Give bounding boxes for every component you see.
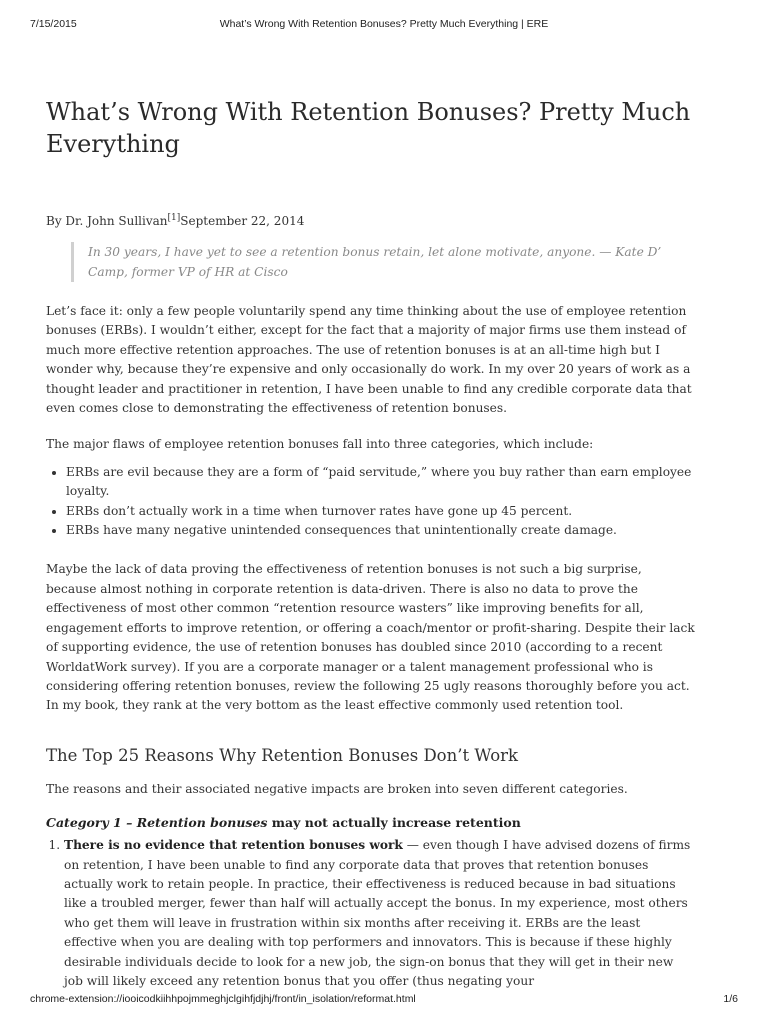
section-heading: The Top 25 Reasons Why Retention Bonuses Don’t Work [46, 745, 519, 765]
byline-author: By Dr. John Sullivan [46, 214, 168, 228]
reason-text: — even though I have advised dozens of firms on retention, I have been unable to find any corporate data that proves that retention bonuses actually work to retain people. In practice, their effectiveness is reduced because in bad situations like a troubled merger, fewer than half will actually accept the bonus. In my experience, most others who get them will leave in frustration within six months after receiving it. ERBs are the least effective when you are dealing with top performers and innovators. This is because if these highly desirable individuals decide to look for a new job, the sign-on bonus that they will get in their new job will likely exceed any retention bonus that you offer (thus negating your [64, 838, 691, 988]
byline [46, 213, 696, 228]
body-paragraph: Maybe the lack of data proving the effectiveness of retention bonuses is not such a big surprise, because almost nothing in corporate retention is data-driven. There is also no data to prove the effectiveness of most other common “retention resource wasters” like improving benefits for all, engagement efforts to improve retention, or offering a coach/mentor or profit-sharing. Despite their lack of supporting evidence, the use of retention bonuses has doubled since 2010 (according to a recent WorldatWork survey). If you are a corporate manager or a talent management professional who is considering offering retention bonuses, review the following 25 ugly reasons thoroughly before you act. In my book, they rank at the very bottom as the least effective commonly used retention tool. [46, 562, 695, 713]
list-item: • ERBs are evil because they are a form of “paid servitude,” where you buy rather than earn employee loyalty. [66, 463, 696, 502]
article-title: What’s Wrong With Retention Bonuses? Pretty Much Everything [46, 98, 691, 158]
page-number: 1/6 [723, 993, 738, 1005]
intro-paragraph: Let’s face it: only a few people voluntarily spend any time thinking about the use of employee retention bonuses (ERBs). I wouldn’t either, except for the fact that a majority of major firms use them instead of much more effective retention approaches. The use of retention bonuses is at an all-time high but I wonder why, because they’re expensive and only occasionally do work. In my over 20 years of work as a thought leader and practitioner in retention, I have been unable to find any credible corporate data that even comes close to demonstrating the effectiveness of retention bonuses. [46, 304, 692, 416]
list-item [64, 836, 696, 991]
flaws-list [46, 463, 696, 541]
reasons-list [46, 836, 696, 991]
flaws-intro: The major flaws of employee retention bonuses fall into three categories, which include: [46, 437, 594, 452]
article [46, 96, 696, 991]
category-label: Category 1 – Retention bonuses [46, 815, 268, 831]
list-item: • ERBs have many negative unintended consequences that unintentionally create damage. [66, 521, 696, 540]
category-heading [46, 815, 696, 830]
section-intro: The reasons and their associated negative impacts are broken into seven different categories. [46, 781, 628, 796]
pull-quote: In 30 years, I have yet to see a retention bonus retain, let alone motivate, anyone. — Kate D’ Camp, former VP of HR at Cisco [71, 242, 696, 282]
footnote-ref-link[interactable]: [1] [167, 213, 181, 223]
category-label-rest: may not actually increase retention [267, 815, 521, 831]
list-item: • ERBs don’t actually work in a time when turnover rates have gone up 45 percent. [66, 502, 696, 521]
print-date: 7/15/2015 [30, 18, 77, 30]
print-page-title: What’s Wrong With Retention Bonuses? Pretty Much Everything | ERE [219, 18, 549, 30]
byline-date: September 22, 2014 [180, 214, 305, 228]
reason-title: There is no evidence that retention bonuses work [64, 838, 403, 853]
print-url: chrome-extension://iooicodkiihhpojmmeghjclgihfjdjhj/front/in_isolation/reformat.html [30, 993, 416, 1005]
